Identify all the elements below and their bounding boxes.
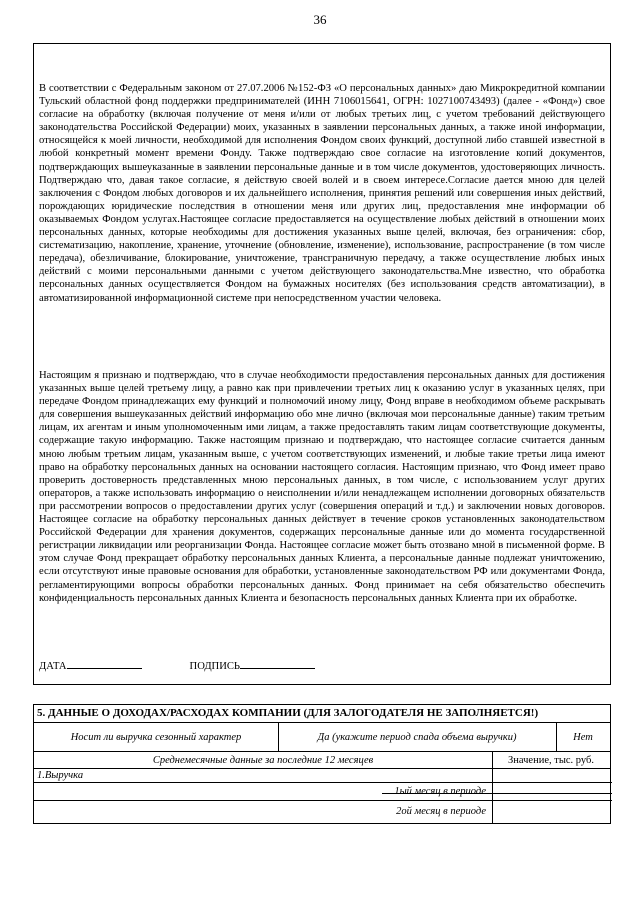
revenue-row <box>34 769 610 782</box>
avg-header: Среднемесячные данные за последние 12 месяцев <box>152 754 374 766</box>
month1-row <box>34 782 610 800</box>
seasonal-no-option[interactable]: Нет <box>573 731 593 743</box>
signature-label: ПОДПИСЬ <box>189 661 240 672</box>
consent-paragraph-1: В соответствии с Федеральным законом от 27.07.2006 №152-ФЗ «О персональных данных» даю Микрокредитной компании Тульский областной фонд поддержки предпринимателей (ИНН 7106015641, ОГРН: 1027100743493) (далее - «Фонд») свое согласие на обработку (включая получение от меня и/или от любых третьих лиц, с учетом требований действующего законодательства Российской Федерации) моих, указанных в заявлении персональных данных, а также иной информации, относящейся к моей личности, необходимой для исполнения Фондом своих функций, доступной либо ставшей известной в любой конкретный момент времени Фонду. Также подтверждаю свое согласие на изготовление копий документов, подтверждающих вышеуказанные в заявлении персональные данные и в том числе документов, удостоверяющих личность. Подтверждаю что, давая такое согласие, я действую своей волей и в своем интересе.Согласие дается мною для целей заключения с Фондом любых договоров и их дальнейшего исполнения, принятия решений или совершения иных действий, порождающих юридические последствия в отношении меня или других лиц, предоставления мне информации об оказываемых Фондом услугах.Настоящее согласие предоставляется на осуществление любых действий в отношении моих персональных данных, которые необходимы для достижения указанных выше целей, включая, без ограничения: сбор, систематизацию, накопление, хранение, уточнение (обновление, изменение), использование, распространение (в том числе передача), обезличивание, блокирование, уничтожение, трансграничную передачу, а также осуществление любых иных действий с моими персональными данными с учетом действующего законодательства.Мне известно, что обработка персональных данных осуществляется Фондом на бумажных носителях (без использования средств автоматизации), в автоматизированной информационной системе при непосредственном участии человека. <box>39 83 605 304</box>
page-number: 36 <box>313 12 327 27</box>
consent-box <box>33 43 611 685</box>
month2-label: 2ой месяц в периоде <box>396 806 486 817</box>
seasonal-yes-option[interactable]: Да (укажите период спада объема выручки) <box>317 731 517 743</box>
section-title: 5. ДАННЫЕ О ДОХОДАХ/РАСХОДАХ КОМПАНИИ (ДЛЯ ЗАЛОГОДАТЕЛЯ НЕ ЗАПОЛНЯЕТСЯ!) <box>34 705 610 723</box>
date-line[interactable] <box>67 658 142 669</box>
month1-value[interactable] <box>492 782 610 800</box>
revenue-label: 1.Выручка <box>37 770 84 781</box>
month2-row <box>34 800 610 823</box>
seasonal-question: Носит ли выручка сезонный характер <box>70 731 242 743</box>
month2-value[interactable] <box>492 800 610 823</box>
value-header: Значение, тыс. руб. <box>508 754 594 766</box>
month1-label: 1ый месяц в периоде <box>394 785 486 797</box>
income-table <box>33 704 611 824</box>
seasonal-row <box>34 723 610 752</box>
avg-header-row <box>34 752 610 769</box>
date-label: ДАТА <box>39 661 67 672</box>
consent-paragraph-2: Настоящим я признаю и подтверждаю, что в случае необходимости предоставления персональных данных для достижения указанных выше целей третьему лицу, а равно как при привлечении третьих лиц к оказанию услуг в указанных целях, при передаче Фондом принадлежащих ему функций и полномочий иному лицу, Фонд вправе в необходимом объеме раскрывать для совершения вышеуказанных действий информацию обо мне лично (включая мои персональные данные) таким третьим лицам, их агентам и иным уполномоченным ими лицам, а также предоставлять таким лицам соответствующие документы, содержащие такую информацию. Также настоящим признаю и подтверждаю, что настоящее согласие считается данным мною любым третьим лицам, указанным выше, с учетом соответствующих изменений, и любые такие третьи лица имеют право на обработку персональных данных на основании настоящего согласия. Настоящим признаю, что Фонд имеет право проверить достоверность представленных мною персональных данных, в том числе, с использованием услуг других операторов, а также использовать информацию о неисполнении и/или ненадлежащем исполнении договорных обязательств при рассмотрении вопросов о предоставлении других услуг (совершения операций и т.д.) и заключении новых договоров. Настоящее согласие на обработку персональных данных действует в течение сроков установленных законодательством Российской Федерации для хранения документов, содержащих персональные данные или до момента государственной регистрации ликвидации или реорганизации Фонда. Настоящее согласие может быть отозвано мной в письменной форме. В этом случае Фонд прекращает обработку персональных данных Клиента, а персональные данные подлежат уничтожению, если отсутствуют иные правовые основания для обработки, установленные законодательством РФ или документами Фонда, регламентирующими вопросы обработки персональных данных. Фонд принимает на себя обязательство обеспечить конфиденциальность персональных данных Клиента и безопасность персональных данных Клиента при их обработке. <box>39 370 605 604</box>
signature-row <box>39 658 315 673</box>
signature-line[interactable] <box>240 658 315 669</box>
